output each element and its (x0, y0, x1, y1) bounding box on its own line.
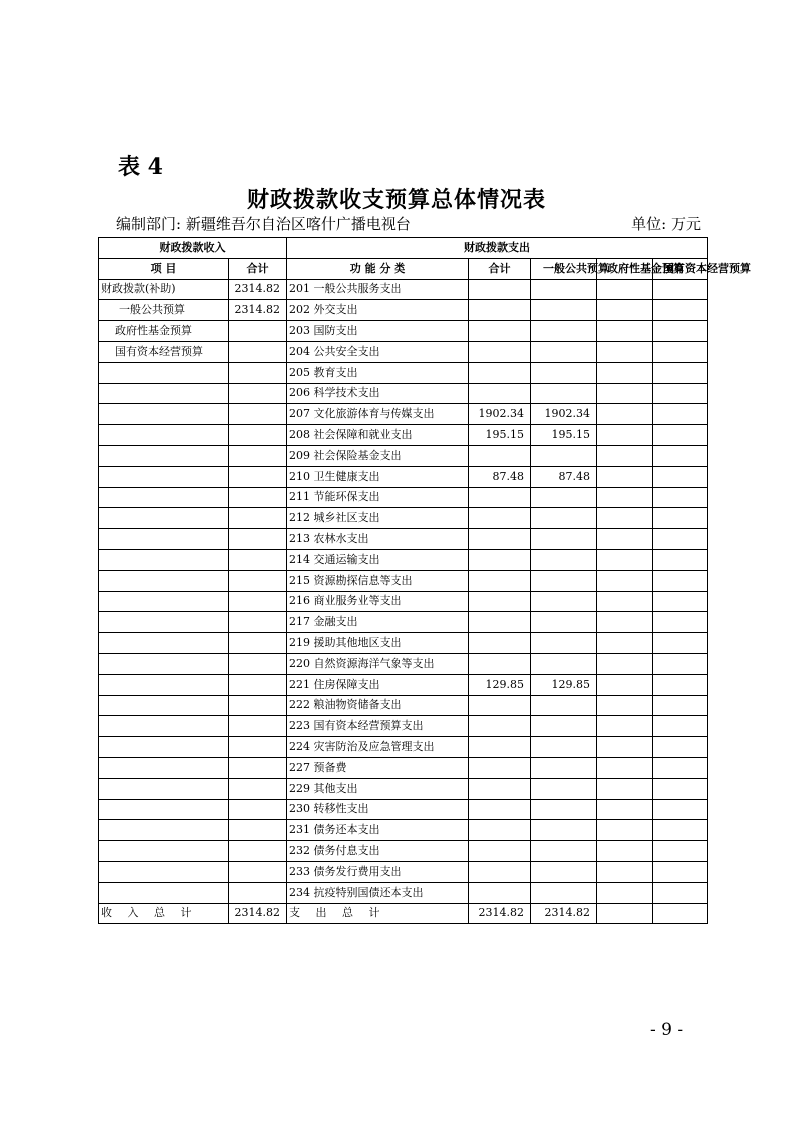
function-cell: 212 城乡社区支出 (287, 508, 469, 529)
expense-total-cell (469, 508, 531, 529)
item-cell (99, 425, 229, 446)
gov-fund-cell (597, 549, 653, 570)
item-cell (99, 362, 229, 383)
page-number: - 9 - (650, 1020, 684, 1040)
gov-fund-cell (597, 653, 653, 674)
expense-total-cell (469, 778, 531, 799)
table-row (99, 737, 708, 758)
gov-fund-cell (597, 716, 653, 737)
state-capital-cell (653, 737, 708, 758)
gov-fund-cell (597, 674, 653, 695)
item-cell (99, 508, 229, 529)
general-budget-cell (531, 612, 597, 633)
gov-fund-cell (597, 612, 653, 633)
item-total-cell (229, 341, 287, 362)
item-cell: 财政拨款(补助) (99, 279, 229, 300)
gov-fund-cell (597, 466, 653, 487)
general-budget-cell: 195.15 (531, 425, 597, 446)
table-number: 表 4 (118, 154, 163, 180)
gov-fund-cell (597, 841, 653, 862)
expense-total-cell (469, 321, 531, 342)
general-budget-cell (531, 716, 597, 737)
general-budget-cell (531, 778, 597, 799)
item-cell (99, 799, 229, 820)
item-cell (99, 674, 229, 695)
item-cell (99, 778, 229, 799)
expense-total-cell (469, 882, 531, 903)
gov-fund-cell (597, 279, 653, 300)
table-row (99, 529, 708, 550)
state-capital-cell (653, 716, 708, 737)
table-row (99, 279, 708, 300)
function-cell: 211 节能环保支出 (287, 487, 469, 508)
gov-fund-cell (597, 341, 653, 362)
expense-total-cell (469, 757, 531, 778)
gov-fund-cell (597, 757, 653, 778)
state-capital-cell (653, 653, 708, 674)
general-budget-cell (531, 487, 597, 508)
function-cell: 220 自然资源海洋气象等支出 (287, 653, 469, 674)
table-row (99, 341, 708, 362)
table-row (99, 549, 708, 570)
expense-total-cell (469, 570, 531, 591)
item-total-cell (229, 508, 287, 529)
table-row (99, 591, 708, 612)
function-cell: 233 债务发行费用支出 (287, 861, 469, 882)
function-cell: 215 资源勘探信息等支出 (287, 570, 469, 591)
state-capital-cell (653, 508, 708, 529)
state-capital-cell (653, 799, 708, 820)
item-total-cell (229, 404, 287, 425)
item-cell: 国有资本经营预算 (99, 341, 229, 362)
expense-total-cell (469, 341, 531, 362)
state-capital-cell (653, 570, 708, 591)
general-budget-cell (531, 591, 597, 612)
state-capital-cell (653, 404, 708, 425)
item-cell (99, 653, 229, 674)
general-budget-cell (531, 300, 597, 321)
item-total-cell (229, 570, 287, 591)
item-total-cell (229, 445, 287, 466)
general-budget-cell: 87.48 (531, 466, 597, 487)
table-row (99, 695, 708, 716)
state-capital-cell (653, 820, 708, 841)
item-total-cell (229, 549, 287, 570)
department-label: 编制部门: 新疆维吾尔自治区喀什广播电视台 (116, 215, 411, 233)
table-row (99, 633, 708, 654)
general-budget-cell (531, 799, 597, 820)
item-cell (99, 757, 229, 778)
table-row (99, 487, 708, 508)
function-cell: 224 灾害防治及应急管理支出 (287, 737, 469, 758)
gov-fund-cell (597, 591, 653, 612)
expense-total-cell (469, 487, 531, 508)
general-budget-cell (531, 549, 597, 570)
gov-fund-cell (597, 321, 653, 342)
table-row (99, 841, 708, 862)
table-row (99, 321, 708, 342)
general-total-value: 2314.82 (531, 903, 597, 924)
table-row (99, 716, 708, 737)
expense-total-cell (469, 279, 531, 300)
expense-total-cell (469, 841, 531, 862)
gov-fund-cell (597, 861, 653, 882)
state-capital-cell (653, 674, 708, 695)
item-total-cell (229, 321, 287, 342)
expense-total-header: 合计 (469, 258, 531, 279)
item-cell (99, 549, 229, 570)
item-cell (99, 591, 229, 612)
gov-fund-header: 政府性基金预算 (597, 258, 653, 279)
table-row (99, 653, 708, 674)
item-total-cell (229, 633, 287, 654)
function-cell: 208 社会保障和就业支出 (287, 425, 469, 446)
item-total-cell (229, 529, 287, 550)
income-total-label: 收 入 总 计 (99, 903, 229, 924)
expense-total-cell (469, 716, 531, 737)
item-total-cell (229, 362, 287, 383)
item-cell (99, 570, 229, 591)
totals-row (99, 903, 708, 924)
state-capital-cell (653, 591, 708, 612)
item-total-cell (229, 861, 287, 882)
income-header: 财政拨款收入 (99, 238, 287, 259)
gov-fund-cell (597, 508, 653, 529)
item-cell (99, 861, 229, 882)
table-row (99, 300, 708, 321)
expense-total-cell (469, 737, 531, 758)
item-cell (99, 612, 229, 633)
income-total-header: 合计 (229, 258, 287, 279)
expense-total-cell (469, 820, 531, 841)
item-cell (99, 716, 229, 737)
state-capital-cell (653, 362, 708, 383)
gov-fund-total-cell (597, 903, 653, 924)
item-total-cell (229, 737, 287, 758)
gov-fund-cell (597, 404, 653, 425)
state-capital-cell (653, 487, 708, 508)
item-cell (99, 529, 229, 550)
general-budget-cell (531, 383, 597, 404)
table-row (99, 674, 708, 695)
state-capital-cell (653, 466, 708, 487)
gov-fund-cell (597, 445, 653, 466)
item-total-cell (229, 799, 287, 820)
state-capital-cell (653, 529, 708, 550)
general-budget-cell (531, 861, 597, 882)
table-row (99, 799, 708, 820)
gov-fund-cell (597, 300, 653, 321)
general-budget-cell (531, 841, 597, 862)
gov-fund-cell (597, 737, 653, 758)
gov-fund-cell (597, 425, 653, 446)
function-cell: 213 农林水支出 (287, 529, 469, 550)
state-capital-cell (653, 445, 708, 466)
income-total-value: 2314.82 (229, 903, 287, 924)
gov-fund-cell (597, 820, 653, 841)
gov-fund-cell (597, 487, 653, 508)
item-total-cell (229, 695, 287, 716)
state-capital-cell (653, 882, 708, 903)
function-cell: 207 文化旅游体育与传媒支出 (287, 404, 469, 425)
function-cell: 204 公共安全支出 (287, 341, 469, 362)
table-row (99, 612, 708, 633)
function-cell: 202 外交支出 (287, 300, 469, 321)
function-cell: 217 金融支出 (287, 612, 469, 633)
state-capital-cell (653, 321, 708, 342)
item-cell: 政府性基金预算 (99, 321, 229, 342)
expense-total-label: 支 出 总 计 (287, 903, 469, 924)
table-row (99, 404, 708, 425)
gov-fund-cell (597, 882, 653, 903)
item-total-cell (229, 757, 287, 778)
item-total-cell: 2314.82 (229, 279, 287, 300)
item-total-cell: 2314.82 (229, 300, 287, 321)
state-capital-total-cell (653, 903, 708, 924)
expense-total-cell (469, 695, 531, 716)
expense-total-value: 2314.82 (469, 903, 531, 924)
table-row (99, 861, 708, 882)
general-budget-cell (531, 362, 597, 383)
expense-total-cell (469, 591, 531, 612)
general-budget-cell: 1902.34 (531, 404, 597, 425)
item-cell (99, 882, 229, 903)
table-row (99, 362, 708, 383)
item-cell (99, 487, 229, 508)
general-budget-cell (531, 820, 597, 841)
function-cell: 210 卫生健康支出 (287, 466, 469, 487)
expense-header: 财政拨款支出 (287, 238, 708, 259)
function-cell: 231 债务还本支出 (287, 820, 469, 841)
page-title: 财政拨款收支预算总体情况表 (246, 187, 546, 213)
item-cell (99, 695, 229, 716)
table-row (99, 882, 708, 903)
general-budget-cell (531, 882, 597, 903)
expense-total-cell (469, 799, 531, 820)
expense-total-cell (469, 383, 531, 404)
item-total-cell (229, 383, 287, 404)
state-capital-cell (653, 757, 708, 778)
function-cell: 232 债务付息支出 (287, 841, 469, 862)
general-budget-cell (531, 321, 597, 342)
item-total-cell (229, 425, 287, 446)
gov-fund-cell (597, 778, 653, 799)
general-budget-cell (531, 757, 597, 778)
table-row (99, 757, 708, 778)
function-cell: 216 商业服务业等支出 (287, 591, 469, 612)
function-cell: 206 科学技术支出 (287, 383, 469, 404)
function-cell: 229 其他支出 (287, 778, 469, 799)
item-cell (99, 820, 229, 841)
expense-total-cell: 1902.34 (469, 404, 531, 425)
item-header: 项 目 (99, 258, 229, 279)
state-capital-cell (653, 695, 708, 716)
table-row (99, 425, 708, 446)
table-row (99, 820, 708, 841)
function-cell: 223 国有资本经营预算支出 (287, 716, 469, 737)
expense-total-cell (469, 362, 531, 383)
table-row (99, 445, 708, 466)
state-capital-cell (653, 861, 708, 882)
table-row (99, 466, 708, 487)
function-cell: 230 转移性支出 (287, 799, 469, 820)
item-cell (99, 841, 229, 862)
state-capital-cell (653, 300, 708, 321)
function-header: 功 能 分 类 (287, 258, 469, 279)
gov-fund-cell (597, 383, 653, 404)
expense-total-cell (469, 549, 531, 570)
state-capital-cell (653, 341, 708, 362)
general-budget-cell (531, 529, 597, 550)
function-cell: 209 社会保险基金支出 (287, 445, 469, 466)
state-capital-cell (653, 383, 708, 404)
general-budget-cell (531, 508, 597, 529)
function-cell: 201 一般公共服务支出 (287, 279, 469, 300)
general-budget-cell (531, 653, 597, 674)
table-row (99, 508, 708, 529)
gov-fund-cell (597, 799, 653, 820)
item-cell (99, 383, 229, 404)
item-cell (99, 404, 229, 425)
item-total-cell (229, 778, 287, 799)
state-capital-cell (653, 279, 708, 300)
state-capital-cell (653, 633, 708, 654)
item-total-cell (229, 882, 287, 903)
item-cell (99, 633, 229, 654)
item-cell: 一般公共预算 (99, 300, 229, 321)
item-total-cell (229, 653, 287, 674)
item-total-cell (229, 591, 287, 612)
expense-total-cell (469, 633, 531, 654)
expense-total-cell (469, 529, 531, 550)
item-cell (99, 445, 229, 466)
table-row (99, 383, 708, 404)
expense-total-cell: 129.85 (469, 674, 531, 695)
general-budget-cell (531, 341, 597, 362)
table-row (99, 570, 708, 591)
item-total-cell (229, 841, 287, 862)
function-cell: 203 国防支出 (287, 321, 469, 342)
general-budget-cell: 129.85 (531, 674, 597, 695)
general-budget-cell (531, 279, 597, 300)
header-row-1 (99, 238, 708, 259)
state-capital-cell (653, 425, 708, 446)
expense-total-cell (469, 653, 531, 674)
state-capital-cell (653, 612, 708, 633)
expense-total-cell (469, 612, 531, 633)
gov-fund-cell (597, 570, 653, 591)
function-cell: 234 抗疫特别国债还本支出 (287, 882, 469, 903)
function-cell: 205 教育支出 (287, 362, 469, 383)
state-capital-cell (653, 778, 708, 799)
gov-fund-cell (597, 633, 653, 654)
item-cell (99, 737, 229, 758)
expense-total-cell: 87.48 (469, 466, 531, 487)
function-cell: 227 预备费 (287, 757, 469, 778)
item-total-cell (229, 820, 287, 841)
function-cell: 219 援助其他地区支出 (287, 633, 469, 654)
unit-label: 单位: 万元 (631, 215, 701, 233)
budget-table (98, 237, 751, 924)
general-budget-cell (531, 633, 597, 654)
state-capital-cell (653, 841, 708, 862)
gov-fund-cell (597, 362, 653, 383)
item-total-cell (229, 674, 287, 695)
item-total-cell (229, 466, 287, 487)
state-capital-header: 国有资本经营预算 (653, 258, 708, 279)
table-row (99, 778, 708, 799)
item-total-cell (229, 612, 287, 633)
state-capital-cell (653, 549, 708, 570)
general-budget-cell (531, 737, 597, 758)
header-row-2 (99, 258, 708, 279)
general-budget-cell (531, 570, 597, 591)
function-cell: 221 住房保障支出 (287, 674, 469, 695)
gov-fund-cell (597, 695, 653, 716)
general-budget-cell (531, 445, 597, 466)
item-total-cell (229, 716, 287, 737)
expense-total-cell (469, 861, 531, 882)
general-budget-cell (531, 695, 597, 716)
general-budget-header: 一般公共预算 (531, 258, 597, 279)
item-cell (99, 466, 229, 487)
function-cell: 222 粮油物资储备支出 (287, 695, 469, 716)
item-total-cell (229, 487, 287, 508)
expense-total-cell (469, 445, 531, 466)
expense-total-cell: 195.15 (469, 425, 531, 446)
gov-fund-cell (597, 529, 653, 550)
function-cell: 214 交通运输支出 (287, 549, 469, 570)
expense-total-cell (469, 300, 531, 321)
